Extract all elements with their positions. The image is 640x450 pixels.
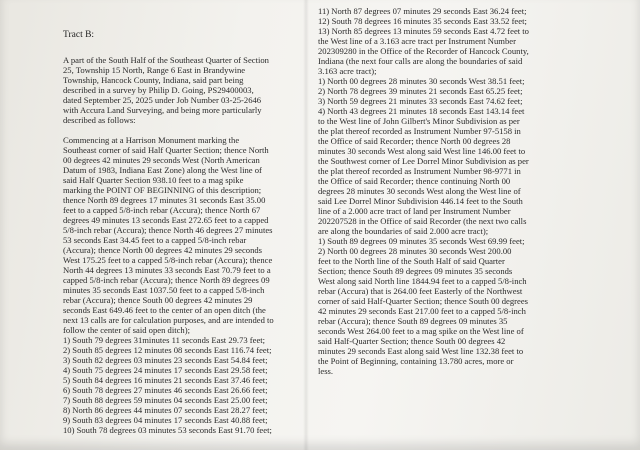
- text-line: 2) North 00 degrees 28 minutes 30 seconds West 200.00: [318, 246, 512, 256]
- call-line: 8) North 86 degrees 44 minutes 07 seconds East 28.27 feet;: [63, 405, 268, 415]
- text-line: minutes 35 seconds East 1037.50 feet to a capped 5/8-inch: [63, 285, 265, 295]
- text-line: North 44 degrees 13 minutes 33 seconds East 70.79 feet to a: [63, 265, 271, 275]
- text-line: 53 seconds East 34.45 feet to a capped 5/8-inch rebar: [63, 235, 247, 245]
- call-line: 1) South 79 degrees 31minutes 11 seconds East 29.73 feet;: [63, 335, 266, 345]
- text-line: A part of the South Half of the Southeast Quarter of Section: [63, 55, 269, 65]
- text-line: 3) North 59 degrees 21 minutes 33 seconds East 74.62 feet;: [318, 96, 523, 106]
- text-line: feet to the North line of the South Half of said Quarter: [318, 256, 505, 266]
- text-line: rebar (Accura); thence South 00 degrees 42 minutes 29: [63, 295, 253, 305]
- text-line: 4) North 43 degrees 21 minutes 18 seconds East 143.14 feet: [318, 106, 525, 116]
- call-line: 2) South 85 degrees 12 minutes 08 seconds East 116.74 feet;: [63, 345, 272, 355]
- text-line: Commencing at a Harrison Monument marking the: [63, 135, 240, 145]
- description-paragraph: [63, 135, 303, 335]
- text-line: the plat thereof recorded as Instrument Number 97-5158 in: [318, 126, 521, 136]
- text-line: West along said North line 1844.94 feet to a capped 5/8-inch: [318, 276, 527, 286]
- continued-description: [318, 6, 558, 376]
- text-line: Township, Hancock County, Indiana, said part being: [63, 75, 244, 85]
- text-line: said Lee Dorrel Minor Subdivision 446.14 feet to the South: [318, 196, 523, 206]
- call-line: 5) South 84 degrees 16 minutes 21 seconds East 37.46 feet;: [63, 375, 268, 385]
- text-line: the plat thereof recorded as Instrument Number 98-9771 in: [318, 166, 521, 176]
- text-line: 11) North 87 degrees 07 minutes 29 seconds East 36.24 feet;: [318, 6, 527, 16]
- text-line: less.: [318, 366, 334, 376]
- text-line: next 13 calls are for calculation purposes, and are intended to: [63, 315, 274, 325]
- tract-heading: Tract B:: [63, 30, 95, 40]
- text-line: corner of said Half-Quarter Section; thence South 00 degrees: [318, 296, 528, 306]
- text-line: the Southwest corner of Lee Dorrel Minor Subdivision as per: [318, 156, 529, 166]
- ditch-calls-list: [63, 335, 303, 435]
- call-line: 9) South 83 degrees 04 minutes 17 seconds East 40.88 feet;: [63, 415, 268, 425]
- text-line: follow the center of said open ditch);: [63, 325, 190, 335]
- text-line: line of a 2.000 acre tract of land per Instrument Number: [318, 206, 511, 216]
- text-line: rebar (Accura); thence South 89 degrees 09 minutes 35: [318, 316, 508, 326]
- text-line: thence North 89 degrees 17 minutes 31 seconds East 35.00: [63, 195, 266, 205]
- text-line: 00 degrees 42 minutes 29 seconds West (North American: [63, 155, 260, 165]
- text-line: the Office of said Recorder; thence continuing North 00: [318, 176, 511, 186]
- text-line: degrees 28 minutes 30 seconds West along the West line of: [318, 186, 521, 196]
- text-line: 13) North 85 degrees 13 minutes 59 seconds East 4.72 feet to: [318, 26, 529, 36]
- text-line: Datum of 1983, Indiana East Zone) along the West line of: [63, 165, 262, 175]
- text-line: rebar (Accura) that is 264.00 feet Easterly of the Northwest: [318, 286, 523, 296]
- text-line: Section; thence South 89 degrees 09 minutes 35 seconds: [318, 266, 513, 276]
- text-line: 1) North 00 degrees 28 minutes 30 seconds West 38.51 feet;: [318, 76, 525, 86]
- call-line: 4) South 75 degrees 24 minutes 17 seconds East 29.58 feet;: [63, 365, 268, 375]
- text-line: the Office of said Recorder; thence North 00 degrees 28: [318, 136, 511, 146]
- text-line: 42 minutes 29 seconds East 217.00 feet to a capped 5/8-inch: [318, 306, 526, 316]
- text-line: dated September 25, 2025 under Job Number 03-25-2646: [63, 95, 262, 105]
- right-column: [318, 6, 558, 376]
- text-line: minutes 30 seconds West along said West line 146.00 feet to: [318, 146, 526, 156]
- text-line: said Half Quarter Section 938.10 feet to a mag spike: [63, 175, 244, 185]
- text-line: said Half-Quarter Section; thence South 00 degrees 42: [318, 336, 506, 346]
- text-line: minutes 29 seconds East along said West line 132.38 feet to: [318, 346, 524, 356]
- text-line: 25, Township 15 North, Range 6 East in Brandywine: [63, 65, 246, 75]
- text-line: 2) North 78 degrees 39 minutes 21 seconds East 65.25 feet;: [318, 86, 523, 96]
- text-line: the Point of Beginning, containing 13.780 acres, more or: [318, 356, 514, 366]
- text-line: seconds West 264.00 feet to a mag spike on the West line of: [318, 326, 524, 336]
- text-line: marking the POINT OF BEGINNING of this description;: [63, 185, 262, 195]
- text-line: 5/8-inch rebar (Accura); thence North 46 degrees 27 minutes: [63, 225, 273, 235]
- text-line: described as follows:: [63, 115, 136, 125]
- text-line: 12) South 78 degrees 16 minutes 35 seconds East 33.52 feet;: [318, 16, 527, 26]
- intro-paragraph: [63, 55, 303, 125]
- page-fold-shadow: [303, 0, 309, 450]
- call-line: 7) South 88 degrees 59 minutes 04 seconds East 25.00 feet;: [63, 395, 268, 405]
- text-line: Indiana (the next four calls are along the boundaries of said: [318, 56, 523, 66]
- text-line: the West line of a 3.163 acre tract per Instrument Number: [318, 36, 516, 46]
- text-line: capped 5/8-inch rebar (Accura); thence North 89 degrees 09: [63, 275, 270, 285]
- text-line: feet to a capped 5/8-inch rebar (Accura); thence North 67: [63, 205, 261, 215]
- text-line: with Accura Land Surveying, and being more particularly: [63, 105, 262, 115]
- text-line: (Accura); thence North 00 degrees 42 minutes 29 seconds: [63, 245, 263, 255]
- text-line: Southeast corner of said Half Quarter Section; thence North: [63, 145, 269, 155]
- text-line: 202309280 in the Office of the Recorder of Hancock County,: [318, 46, 529, 56]
- call-line: 6) South 78 degrees 27 minutes 46 seconds East 26.66 feet;: [63, 385, 268, 395]
- text-line: 1) South 89 degrees 09 minutes 35 seconds West 69.99 feet;: [318, 236, 525, 246]
- left-column: [63, 55, 303, 435]
- text-line: 202207528 in the Office of said Recorder (the next two calls: [318, 216, 527, 226]
- text-line: degrees 49 minutes 13 seconds East 272.65 feet to a capped: [63, 215, 269, 225]
- text-line: 3.163 acre tract);: [318, 66, 377, 76]
- text-line: West 175.25 feet to a capped 5/8-inch rebar (Accura); thence: [63, 255, 273, 265]
- text-line: described in a survey by Philip D. Going, PS29400003,: [63, 85, 254, 95]
- text-line: to the West line of John Gilbert's Minor Subdivision as per: [318, 116, 520, 126]
- text-line: are along the boundaries of said 2.000 acre tract);: [318, 226, 489, 236]
- text-line: seconds East 649.46 feet to the center of an open ditch (the: [63, 305, 266, 315]
- call-line: 10) South 78 degrees 03 minutes 53 seconds East 91.70 feet;: [63, 425, 272, 435]
- call-line: 3) South 82 degrees 03 minutes 23 seconds East 54.84 feet;: [63, 355, 268, 365]
